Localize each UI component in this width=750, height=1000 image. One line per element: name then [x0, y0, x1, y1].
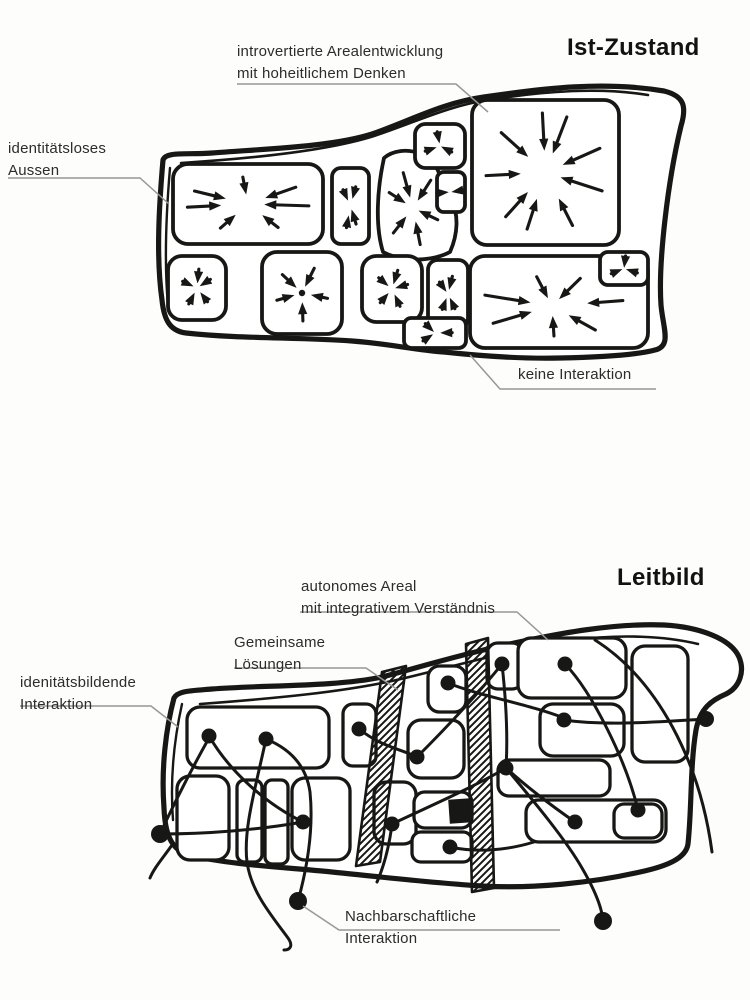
interaction-node	[631, 803, 646, 818]
label-introvertierte-arealentwicklung	[237, 41, 443, 85]
interaction-node	[202, 729, 217, 744]
interaction-node	[352, 722, 367, 737]
label-line: idenitätsbildende	[20, 674, 136, 691]
areal-cell	[404, 318, 466, 348]
label-line: Aussen	[8, 162, 60, 179]
label-line: identitätsloses	[8, 140, 107, 157]
interaction-node	[410, 750, 425, 765]
solid-block	[448, 798, 472, 823]
label-line: Gemeinsame	[234, 634, 326, 651]
interaction-node	[495, 657, 510, 672]
interaction-node	[558, 657, 573, 672]
title-leitbild: Leitbild	[617, 564, 705, 591]
label-line: Lösungen	[234, 656, 302, 673]
areal-cell	[173, 164, 323, 244]
label-line: mit integrativem Verständnis	[301, 600, 496, 617]
label-line: keine Interaktion	[518, 366, 632, 383]
label-nachbarschaftliche-interaktion	[345, 906, 476, 950]
areal-cell	[415, 124, 465, 168]
label-autonomes-areal	[301, 576, 495, 620]
interaction-node	[259, 732, 274, 747]
areal-room	[265, 780, 288, 864]
areal-cell	[362, 256, 422, 322]
label-line: Interaktion	[345, 930, 418, 947]
label-line: Interaktion	[20, 696, 93, 713]
hatched-strip	[466, 638, 494, 892]
label-identitaetsloses-aussen	[8, 138, 106, 182]
areal-room	[518, 638, 626, 698]
interaction-node	[568, 815, 583, 830]
interaction-node	[441, 676, 456, 691]
label-line: mit hoheitlichem Denken	[237, 65, 406, 82]
title-ist-zustand: Ist-Zustand	[567, 34, 700, 61]
interaction-line	[150, 845, 172, 878]
interaction-node	[594, 912, 612, 930]
areal-room	[540, 704, 624, 756]
label-gemeinsame-loesungen	[234, 632, 325, 676]
areal-cell	[168, 256, 226, 320]
interaction-node	[557, 713, 572, 728]
label-line: Nachbarschaftliche	[345, 908, 477, 925]
interaction-node	[443, 840, 458, 855]
interaction-node	[499, 761, 514, 776]
interaction-node	[698, 711, 714, 727]
areal-cell	[472, 100, 619, 245]
areal-room	[177, 776, 229, 860]
areal-cell	[332, 168, 369, 244]
label-line: introvertierte Arealentwicklung	[237, 43, 444, 60]
ist-zustand-drawing	[159, 86, 684, 358]
interaction-node	[151, 825, 169, 843]
interaction-node	[385, 817, 400, 832]
label-identitaetsbildende-interaktion	[20, 672, 136, 716]
areal-room	[408, 720, 464, 778]
label-line: autonomes Areal	[301, 578, 417, 595]
interaction-node	[296, 815, 311, 830]
areal-room	[412, 832, 472, 862]
label-keine-interaktion	[518, 364, 631, 386]
